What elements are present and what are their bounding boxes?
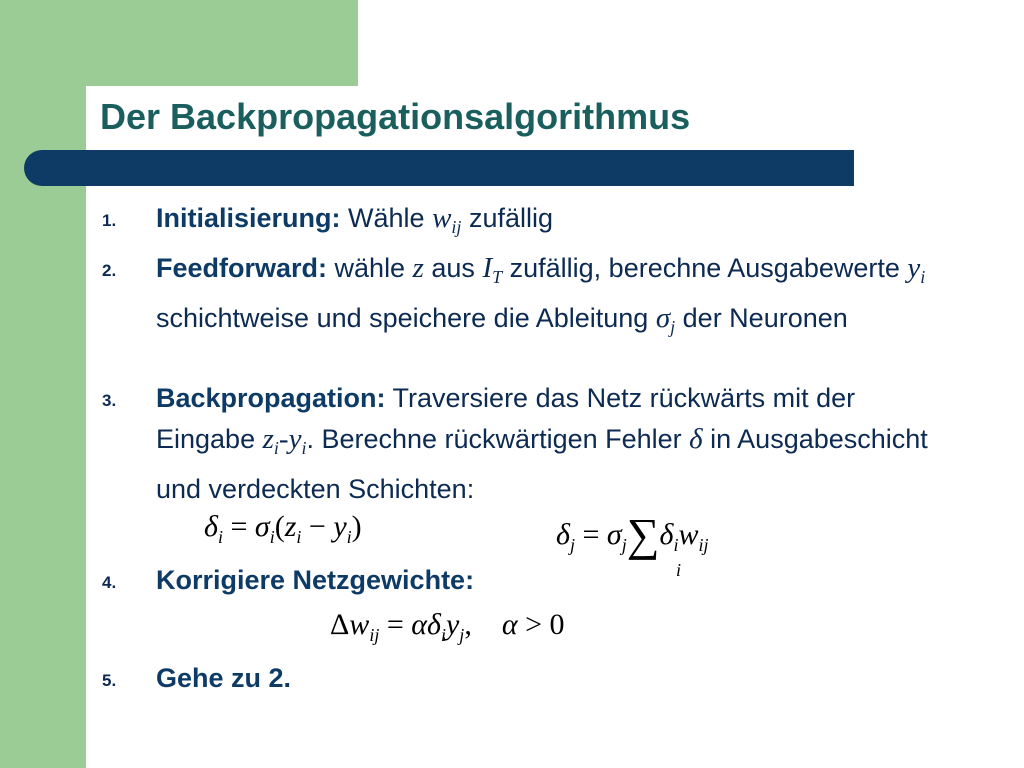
step-number: 1. [102,211,117,230]
step-number: 2. [102,261,117,280]
top-green-block [0,0,358,86]
left-green-band [0,0,86,768]
title-underline-bar [24,150,854,186]
summation-symbol: ∑ [626,509,660,560]
slide-title: Der Backpropagationsalgorithmus [100,96,691,137]
step-keyword: Feedforward: [156,253,328,283]
step-keyword: Korrigiere Netzgewichte: [156,565,475,595]
math-w: w [432,202,452,234]
step-keyword: Initialisierung: [156,203,341,233]
formula-hidden-delta: $\delta_j = \sigma_j\sum\delta_iw_{ij}$ [556,509,709,560]
step-number: 3. [102,391,117,410]
step-keyword: Backpropagation: [156,383,386,413]
step-number: 4. [102,573,117,592]
formula-output-delta: $\delta_i = \sigma_i(z_i - y_i)$ [204,510,362,547]
step-keyword: Gehe zu 2. [156,663,292,693]
summation-index: i [676,560,682,580]
step-number: 5. [102,671,117,690]
formula-weight-update: $\Delta w_{ij} = \alpha\delta_iy_j$, α > 0 [330,608,565,645]
